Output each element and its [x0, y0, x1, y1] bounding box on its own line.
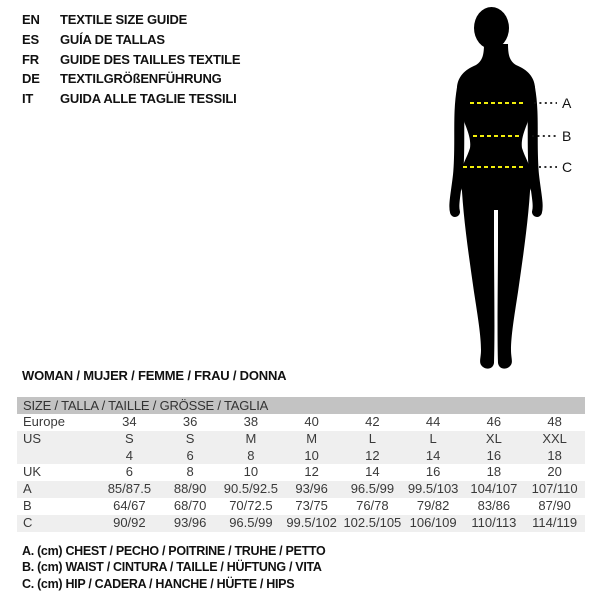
language-row-es: [22, 30, 240, 50]
cell: 87/90: [538, 497, 571, 513]
legend-waist: B. (cm) WAIST / CINTURA / TAILLE / HÜFTUNG / VITA: [22, 560, 322, 575]
cell: 110/113: [471, 514, 517, 530]
guide-title-de: TEXTILGRÖßENFÜHRUNG: [60, 71, 222, 87]
guide-title-es: GUÍA DE TALLAS: [60, 31, 165, 47]
cell: 20: [547, 464, 562, 480]
legend-hip: C. (cm) HIP / CADERA / HANCHE / HÜFTE / HIPS: [22, 576, 295, 591]
cell: 83/86: [477, 497, 511, 513]
guide-title-it: GUIDA ALLE TAGLIE TESSILI: [60, 91, 237, 107]
cell: S: [125, 430, 134, 446]
measure-label-waist: B: [562, 128, 572, 144]
table-row-us-letter: [17, 431, 585, 448]
table-row-waist: [17, 498, 585, 515]
size-table-header: SIZE / TALLA / TAILLE / GRÖSSE / TAGLIA: [17, 397, 585, 414]
cell: 12: [365, 447, 380, 463]
table-row-us-numeric: [17, 448, 585, 465]
legend-chest: A. (cm) CHEST / PECHO / POITRINE / TRUHE / PETTO: [22, 544, 326, 558]
cell: L: [368, 430, 376, 446]
cell: 10: [243, 464, 259, 480]
cell: 70/72.5: [229, 497, 273, 513]
cell: 14: [365, 464, 380, 480]
cell: 36: [182, 414, 198, 429]
row-label: C: [23, 514, 33, 530]
woman-silhouette: [454, 7, 537, 369]
cell: 96.5/99: [350, 481, 395, 497]
language-row-fr: [22, 50, 240, 70]
cell: 93/96: [295, 481, 328, 497]
cell: 38: [243, 414, 259, 429]
row-label: A: [23, 481, 32, 497]
language-row-it: [22, 89, 240, 109]
cell: 96.5/99: [229, 514, 273, 530]
measure-label-chest: A: [562, 95, 572, 111]
row-label: UK: [23, 464, 42, 480]
cell: 93/96: [173, 514, 207, 530]
cell: 40: [304, 414, 319, 429]
measurement-legend: [22, 543, 325, 592]
cell: 16: [486, 447, 502, 463]
silhouette-right-arm: [530, 88, 538, 212]
cell: 90/92: [113, 514, 146, 530]
cell: 85/87.5: [107, 481, 152, 497]
cell: S: [185, 430, 195, 446]
row-label: B: [23, 497, 32, 513]
cell: 46: [486, 414, 502, 429]
cell: XL: [485, 430, 502, 446]
row-label: Europe: [23, 414, 65, 429]
table-row-uk: [17, 464, 585, 481]
cell: 99.5/103: [407, 481, 459, 497]
cell: 114/119: [532, 514, 578, 530]
section-title-woman: WOMAN / MUJER / FEMME / FRAU / DONNA: [22, 368, 287, 383]
table-row-chest: [17, 481, 585, 498]
language-row-de: [22, 69, 240, 89]
language-code: EN: [22, 12, 40, 27]
size-table: [17, 397, 585, 532]
cell: 14: [425, 447, 441, 463]
cell: 6: [186, 447, 194, 463]
cell: 18: [486, 464, 502, 480]
silhouette-left-leg: [461, 170, 494, 369]
language-code: DE: [22, 71, 40, 87]
measure-label-hip: C: [562, 159, 573, 175]
language-code: FR: [22, 51, 39, 67]
cell: 44: [425, 414, 441, 429]
table-row-europe: [17, 414, 585, 431]
guide-title-fr: GUIDE DES TAILLES TEXTILE: [60, 51, 241, 67]
cell: 6: [125, 464, 133, 480]
cell: 18: [547, 447, 562, 463]
guide-title-en: TEXTILE SIZE GUIDE: [60, 12, 188, 27]
cell: M: [245, 430, 257, 446]
cell: 48: [547, 414, 562, 429]
cell: 8: [247, 447, 255, 463]
cell: 16: [425, 464, 441, 480]
row-label: US: [23, 430, 42, 446]
cell: 10: [304, 447, 319, 463]
cell: 107/110: [531, 481, 578, 497]
language-guide: [22, 10, 240, 109]
cell: 104/107: [470, 481, 518, 497]
woman-silhouette-svg: [440, 0, 590, 375]
cell: 73/75: [295, 497, 328, 513]
language-code: IT: [22, 91, 34, 107]
cell: 4: [125, 447, 133, 463]
cell: 8: [186, 464, 194, 480]
silhouette-right-leg: [498, 170, 531, 369]
cell: 102.5/105: [343, 514, 402, 530]
cell: L: [429, 430, 437, 446]
cell: 106/109: [409, 514, 457, 530]
cell: XXL: [542, 430, 567, 446]
language-code: ES: [22, 31, 39, 47]
cell: 99.5/102: [286, 514, 337, 530]
cell: 68/70: [173, 497, 207, 513]
table-row-hip: [17, 515, 585, 532]
cell: 88/90: [173, 481, 207, 497]
cell: M: [306, 430, 318, 446]
language-row-en: [22, 10, 240, 30]
silhouette-left-arm: [454, 88, 462, 212]
cell: 90.5/92.5: [223, 481, 278, 497]
cell: 76/78: [356, 497, 389, 513]
body-measurement-figure: [440, 0, 590, 375]
cell: 79/82: [416, 497, 450, 513]
cell: 64/67: [113, 497, 146, 513]
cell: 12: [304, 464, 319, 480]
cell: 42: [365, 414, 380, 429]
cell: 34: [122, 414, 137, 429]
